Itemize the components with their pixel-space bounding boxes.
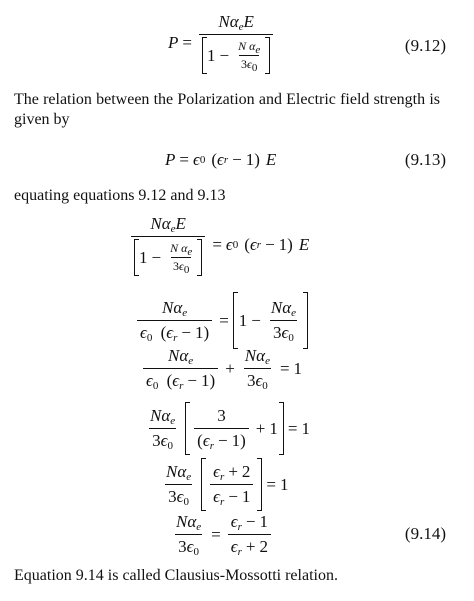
fraction: $N\alpha_eE$ 1 − $\frac{N \alpha_e}{3\epsilon_0}$ [199, 12, 273, 74]
derivation-step-3: $\frac{N\alpha_e}{\epsilon_0 (\epsilon_r - 1)}$ + $\frac{N\alpha_e}{3\epsilon_0}$ = 1 [0, 346, 474, 398]
equation-9-13: P = ϵ 0 ( ϵ r − 1 ) E (9.13) [165, 150, 446, 169]
equals-sign: = [182, 33, 192, 52]
derivation-step-1: $N\alpha_eE$ 1 − $\frac{N \alpha_e}{3\epsilon_0}$ = ϵ 0 ( ϵ r − 1 ) E [0, 212, 474, 278]
equation-9-14: $\frac{N\alpha_e}{3\epsilon_0}$ = $\frac{\epsilon_r - 1}{\epsilon_r + 2}$ (9.14) [176, 512, 446, 558]
equation-number: (9.12) [404, 36, 446, 55]
paragraph: Equation 9.14 is called Clausius-Mossotti relation. [14, 567, 338, 584]
equation-9-12 [0, 8, 474, 78]
symbol-p: P [168, 33, 179, 52]
equation-number: (9.13) [404, 150, 446, 169]
equation-number: (9.14) [404, 524, 446, 543]
paragraph: The relation between the Polarization and Electric field strength is given by [14, 91, 440, 128]
derivation-step-2: $\frac{N\alpha_e}{\epsilon_0 (\epsilon_r - 1)}$ = 1 − $\frac{N\alpha_e}{3\epsilon_0}$ [0, 290, 474, 346]
derivation-step-4: $\frac{N\alpha_e}{3\epsilon_0}$ $\frac{3}{(\epsilon_r - 1)}$ + 1 = 1 [0, 400, 474, 456]
derivation-step-5: $\frac{N\alpha_e}{3\epsilon_0}$ $\frac{\epsilon_r + 2}{\epsilon_r - 1}$ = 1 [0, 456, 474, 510]
paragraph: equating equations 9.12 and 9.13 [14, 187, 226, 204]
bracket-group: 1 − $\frac{N \alpha_e}{3\epsilon_0}$ [202, 37, 270, 74]
